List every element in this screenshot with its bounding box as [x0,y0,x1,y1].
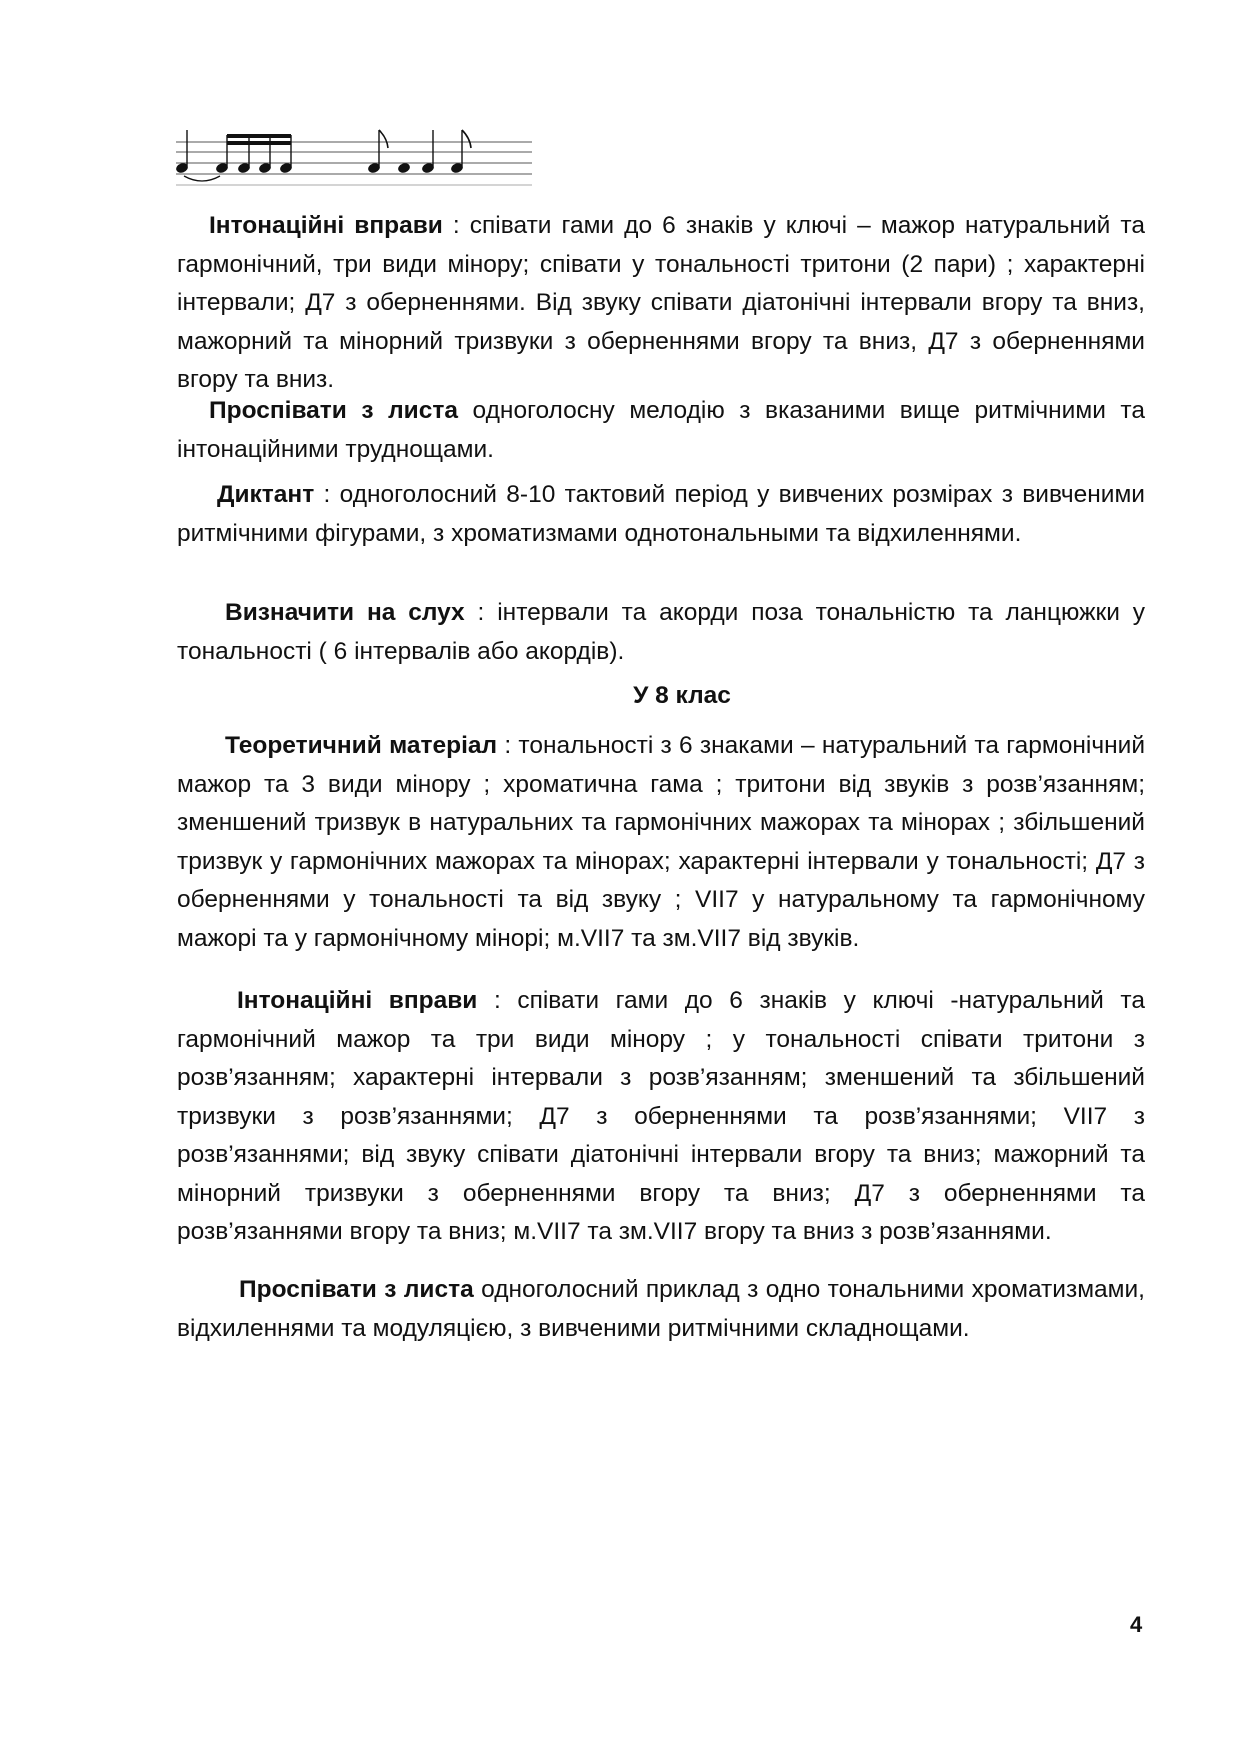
section-title: Інтонаційні вправи [209,212,443,239]
grade7-section-dictation [177,476,1145,553]
section-body: : співати гами до 6 знаків у ключі – мажор натуральний та гармонічний, три види мінору; співати у тональності тритони (2 пари) ; характерні інтервали; Д7 з оберненнями. Від звуку співати діатонічні інтервали вгору та вниз, мажорний та мінорний тризвуки з оберненнями вгору та вниз, Д7 з оберненнями вгору та вниз. [177,212,1145,393]
section-title: Проспівати з листа [209,397,458,424]
grade7-section-ear-training [177,594,1145,671]
grade8-heading: У 8 клас [633,682,731,709]
section-title: Проспівати з листа [239,1276,474,1303]
grade8-section-sight-singing [177,1271,1145,1348]
music-staff-rhythm-icon [176,126,532,194]
grade7-section-intonation [177,207,1145,400]
page-number: 4 [1130,1612,1143,1637]
section-title: Теоретичний матеріал [225,732,498,759]
section-title: Визначити на слух [225,599,465,626]
section-body: : тональності з 6 знаками – натуральний та гармонічний мажор та 3 види мінору ; хроматична гама ; тритони від звуків з розв’язанням; зменшений тризвук в натуральних та гармонічних мажорах та мінорах ; збільшений тризвук у гармонічних мажорах та мінорах; характерні інтервали у тональності; Д7 з оберненнями у тональності та від звуку ; VII7 у натуральному та гармонічному мажорі та у гармонічному мінорі; м.VII7 та зм.VII7 від звуків. [177,732,1146,952]
grade8-section-intonation [177,982,1145,1252]
section-body: : інтервали та акорди поза тональністю та ланцюжки у тональності ( 6 інтервалів або акордів). [177,599,1146,665]
grade7-section-sight-singing [177,392,1145,469]
section-title: Диктант [217,481,315,508]
section-body: одноголосний приклад з одно тональними хроматизмами, відхиленнями та модуляцією, з вивченими ритмічними складнощами. [177,1276,1145,1342]
section-body: одноголосну мелодію з вказаними вище ритмічними та інтонаційними труднощами. [177,397,1145,463]
grade8-section-theory [177,727,1145,958]
section-body: : співати гами до 6 знаків у ключі -натуральний та гармонічний мажор та три види мінору ; у тональності співати тритони з розв’язанням; характерні інтервали з розв’язанням; зменшений та збільшений тризвуки з розв’язаннями; Д7 з оберненнями та розв’язаннями; VII7 з розв’язаннями; від звуку співати діатонічні інтервали вгору та вниз; мажорний та мінорний тризвуки з оберненнями вгору та вниз; Д7 з оберненнями та розв’язаннями вгору та вниз; м.VII7 та зм.VII7 вгору та вниз з розв’язаннями. [177,987,1145,1245]
section-body: : одноголосний 8-10 тактовий період у вивчених розмірах з вивченими ритмічними фігурами, з хроматизмами однотональными та відхиленнями. [177,481,1145,547]
section-title: Інтонаційні вправи [237,987,478,1014]
